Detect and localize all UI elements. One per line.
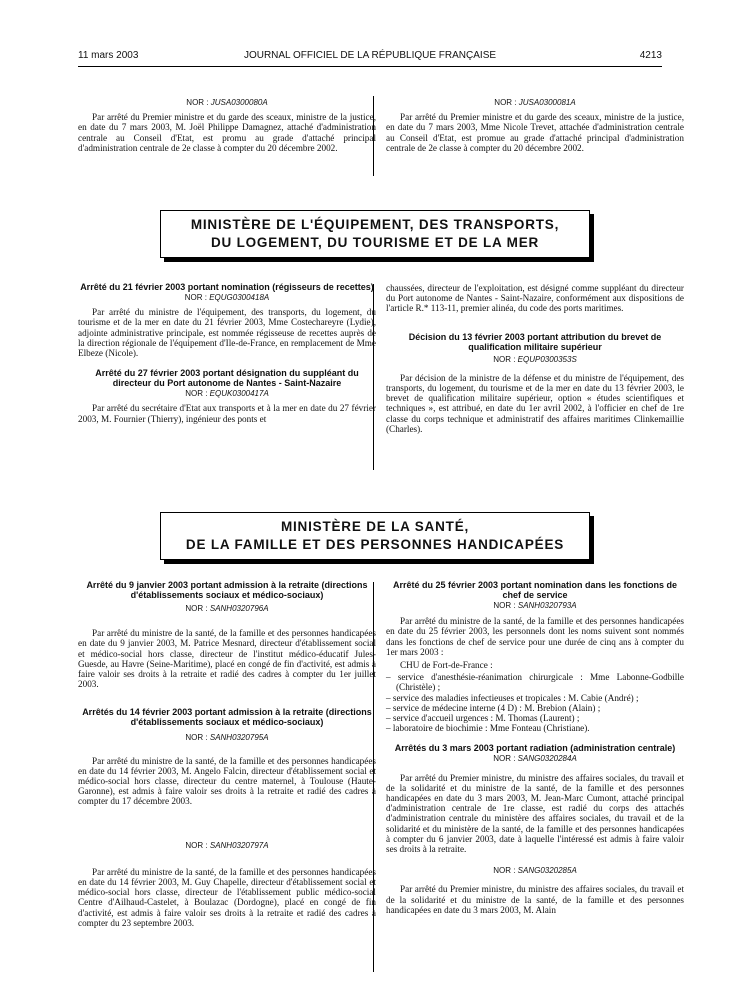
- header-date: 11 mars 2003: [78, 50, 139, 61]
- ministry-heading: MINISTÈRE DE LA SANTÉ, DE LA FAMILLE ET DES PERSONNES HANDICAPÉES: [160, 512, 590, 560]
- paragraph: Par arrêté du Premier ministre, du ministre des affaires sociales, du travail et de la solidarité et du ministre de la santé, de la famille et des personnes handicapées en date du 3 mars 2003, M. Alain: [386, 884, 684, 915]
- article-title: Arrêtés du 14 février 2003 portant admission à la retraite (directions d'établissements sociaux et médico-sociaux): [82, 707, 372, 728]
- paragraph: Par arrêté du secrétaire d'Etat aux transports et à la mer en date du 27 février 2003, M. Fournier (Thierry), ingénieur des ponts et: [78, 403, 376, 424]
- list-item: – service d'anesthésie-réanimation chirurgicale : Mme Labonne-Godbille (Christèle) ;: [386, 672, 684, 693]
- nor-line: NOR : SANH0320793A: [493, 601, 577, 610]
- top-right-column: [386, 92, 684, 153]
- column-separator: [373, 96, 374, 176]
- page-header: [78, 50, 662, 66]
- ministry1-right-column: [386, 283, 684, 434]
- list-item: – service d'accueil urgences : M. Thomas (Laurent) ;: [386, 713, 580, 724]
- paragraph: Par arrêté du Premier ministre et du garde des sceaux, ministre de la justice, en date du 7 mars 2003, Mme Nicole Trevet, attachée d'administration centrale au Conseil d'Etat, est promue au grade d'attaché principal d'administration centrale de 2e classe à compter du 20 décembre 2002.: [386, 112, 684, 153]
- paragraph: Par arrêté du Premier ministre et du garde des sceaux, ministre de la justice, en date du 7 mars 2003, M. Joël Philippe Damagnez, attaché d'administration centrale au Conseil d'Etat, est promu au grade d'attaché principal d'administration centrale de 2e classe à compter du 20 décembre 2002.: [78, 112, 376, 153]
- nor-line: NOR : SANG0320285A: [493, 866, 577, 876]
- column-separator: [373, 582, 374, 972]
- column-separator: [373, 284, 374, 470]
- nor-line: NOR : SANH0320797A: [185, 840, 269, 850]
- nor-line: NOR : SANH0320796A: [185, 604, 269, 613]
- paragraph: Par arrêté du ministre de la santé, de la famille et des personnes handicapées en date du 14 février 2003, M. Angelo Falcin, directeur d'établissement social et médico-social hors classe, directeur du centre maternel, à Toulouse (Haute-Garonne), est admis à faire valoir ses droits à la retraite et radié des cadres à compter du 17 décembre 2003.: [78, 755, 376, 807]
- ministry-heading: MINISTÈRE DE L'ÉQUIPEMENT, DES TRANSPORTS, DU LOGEMENT, DU TOURISME ET DE LA MER: [160, 210, 590, 258]
- page-number: 4213: [639, 50, 662, 61]
- paragraph: Par arrêté du ministre de la santé, de la famille et des personnes handicapées en date du 9 janvier 2003, M. Patrice Mesnard, directeur d'établissement social et médico-social hors classe, directeur de l'institut médico-éducatif Jules-Guesde, au Havre (Seine-Maritime), placé en congé de fin d'activité, est admis à faire valoir ses droits à la retraite et radié des cadres à compter du 1er juillet 2003.: [78, 628, 376, 690]
- article-title: Arrêté du 25 février 2003 portant nomination dans les fonctions de chef de service: [392, 580, 678, 600]
- ministry1-left-column: [78, 282, 376, 424]
- article-title: Arrêté du 21 février 2003 portant nomination (régisseurs de recettes): [80, 282, 374, 292]
- article-title: Arrêté du 27 février 2003 portant désignation du suppléant du directeur du Port autonome de Nantes - Saint-Nazaire: [95, 368, 359, 389]
- service-list: [386, 672, 684, 733]
- chu-label: CHU de Fort-de-France :: [400, 660, 493, 671]
- list-item: – service de médecine interne (4 D) : M. Brebion (Alain) ;: [386, 702, 601, 713]
- paragraph: Par arrêté du ministre de la santé, de la famille et des personnes handicapées en date du 14 février 2003, M. Guy Chapelle, directeur d'établissement social et médico-social hors classe, directeur de l'établissement public médico-social Centre d'Ailhaud-Castelet, à Boulazac (Dordogne), placé en congé de fin d'activité, est admis à faire valoir ses droits à la retraite et radié des cadres à compter du 23 septembre 2003.: [78, 866, 376, 928]
- top-left-column: [78, 92, 376, 153]
- article-title: Arrêtés du 3 mars 2003 portant radiation (administration centrale): [394, 743, 676, 754]
- paragraph: Par arrêté du Premier ministre, du ministre des affaires sociales, du travail et de la solidarité et du ministre de la santé, de la famille et des personnes handicapées en date du 3 mars 2003, M. Jean-Marc Cumont, attaché principal d'administration centrale de 1re classe, est radié du corps des attachés d'administration centrale du ministère des affaires sociales, du travail et de la solidarité et du ministère de la santé, de la famille et des personnes handicapées à compter du 6 janvier 2003, date à laquelle l'intéressé est admis à faire valoir ses droits à la retraite.: [386, 772, 684, 855]
- list-item: – service des maladies infectieuses et tropicales : M. Cabie (André) ;: [386, 692, 639, 703]
- paragraph: Par arrêté du ministre de la santé, de la famille et des personnes handicapées en date du 25 février 2003, les personnels dont les noms suivent sont nommés dans les fonctions de chef de service pour une durée de cinq ans à compter du 1er mars 2003 :: [386, 616, 684, 657]
- ministry2-left-column: [78, 580, 376, 928]
- nor-line: NOR : EQUK0300417A: [185, 389, 269, 399]
- nor-line: NOR : EQUG0300418A: [184, 293, 270, 302]
- list-item: – laboratoire de biochimie : Mme Fonteau (Christiane).: [386, 723, 590, 734]
- nor-line: NOR : SANH0320795A: [185, 733, 269, 743]
- article-title: Arrêté du 9 janvier 2003 portant admission à la retraite (directions d'établissements sociaux et médico-sociaux): [86, 580, 368, 600]
- paragraph: Par décision de la ministre de la défense et du ministre de l'équipement, des transports, du logement, du tourisme et de la mer en date du 13 février 2003, le brevet de qualification militaire supérieur, option « études scientifiques et techniques », est attribué, en date du 1er avril 2002, à l'officier en chef de 1re classe du corps technique et administratif des affaires maritimes Clinkemaillie (Charles).: [386, 372, 684, 434]
- article-title: Décision du 13 février 2003 portant attribution du brevet de qualification militaire supérieur: [408, 331, 662, 352]
- nor-line: NOR : SANG0320284A: [493, 754, 577, 764]
- nor-line: NOR : JUSA0300081A: [494, 98, 576, 107]
- header-rule: [78, 66, 662, 67]
- nor-line: NOR : EQUP0300353S: [493, 354, 577, 364]
- paragraph: chaussées, directeur de l'exploitation, est désigné comme suppléant du directeur du Port autonome de Nantes - Saint-Nazaire, conformément aux dispositions de l'article R.* 113-11, premier alinéa, du code des ports maritimes.: [386, 283, 684, 314]
- nor-line: NOR : JUSA0300080A: [186, 98, 268, 107]
- ministry2-right-column: [386, 580, 684, 915]
- paragraph: Par arrêté du ministre de l'équipement, des transports, du logement, du tourisme et de la mer en date du 21 février 2003, Mme Costechareyre (Lydie), adjointe administrative principale, est nommée régisseuse de recettes auprès de la direction régionale de l'équipement d'Ile-de-France, en remplacement de Mme Elbeze (Nicole).: [78, 307, 376, 359]
- journal-title: JOURNAL OFFICIEL DE LA RÉPUBLIQUE FRANÇAISE: [243, 50, 497, 61]
